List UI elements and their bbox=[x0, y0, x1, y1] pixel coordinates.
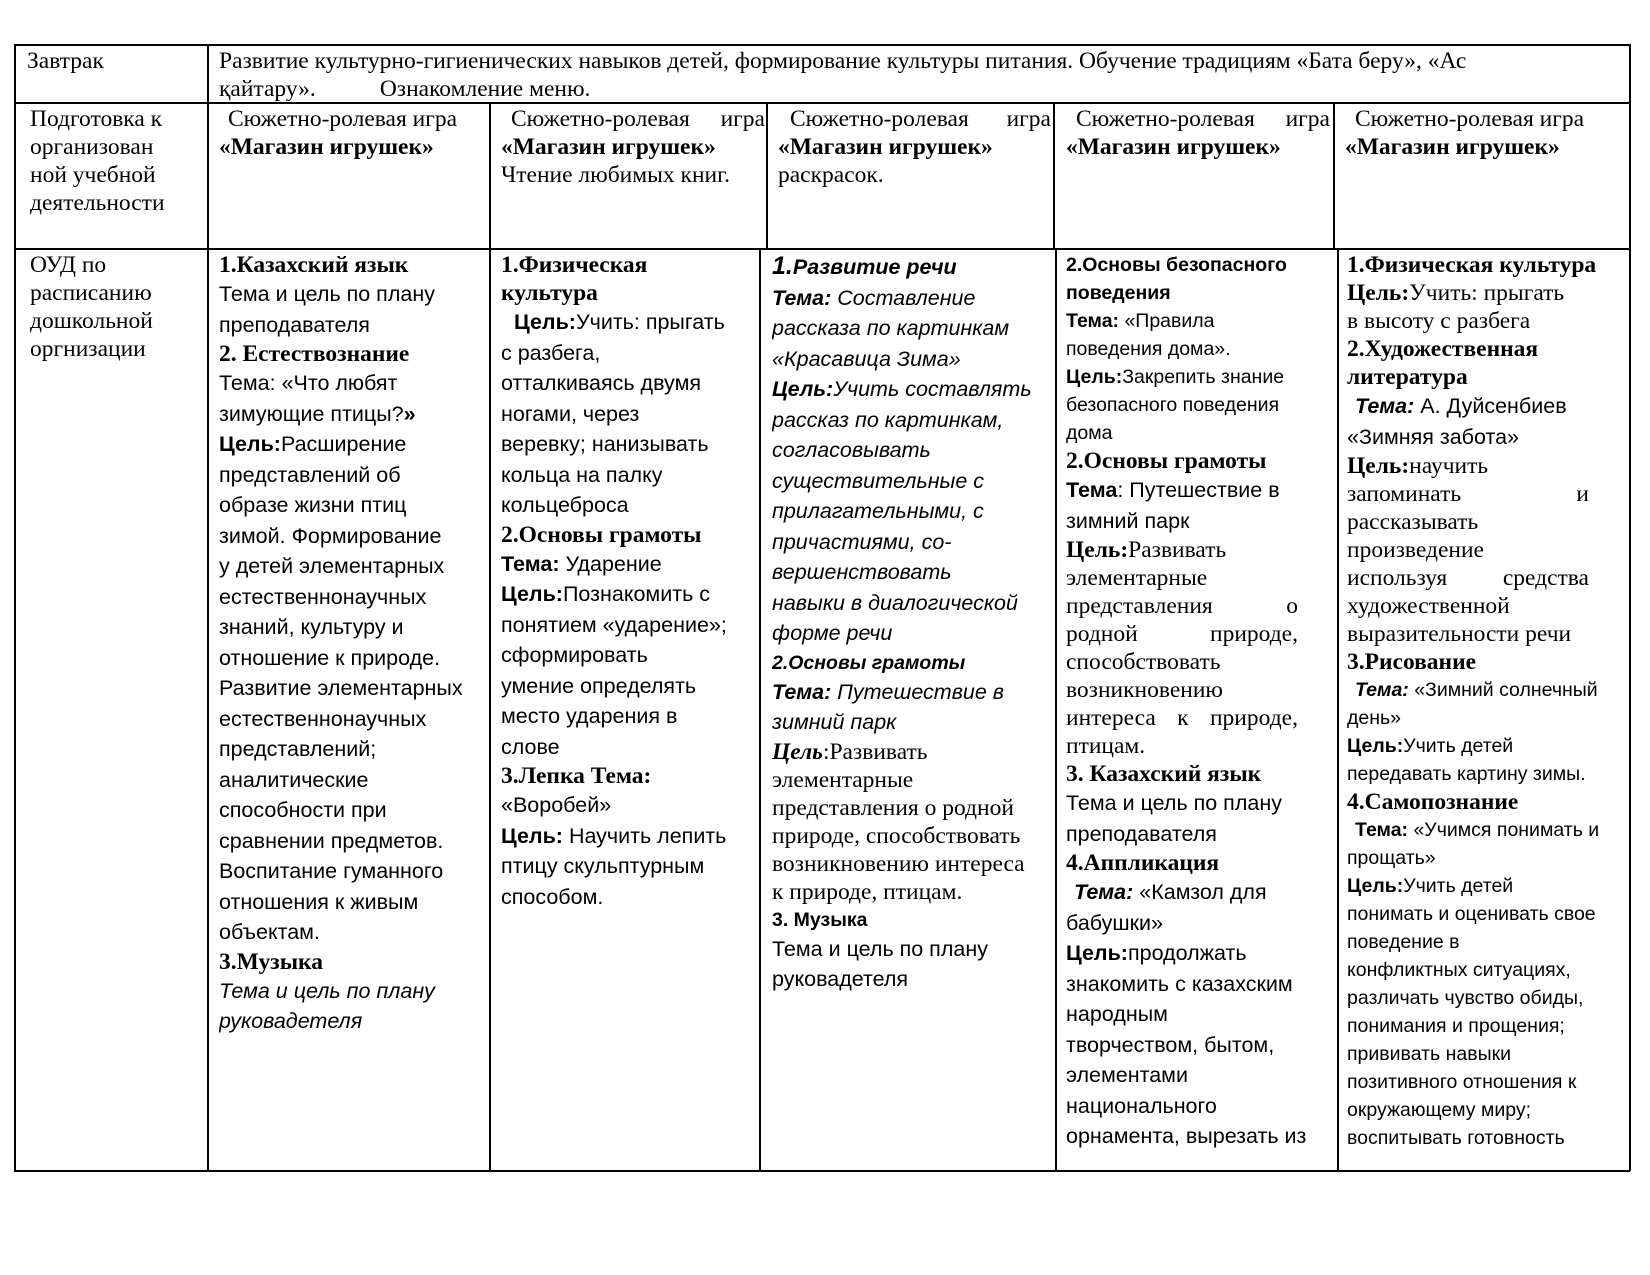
text-line: руковадетеля bbox=[772, 967, 909, 991]
table-border-bottom bbox=[14, 1170, 1630, 1172]
text-part: Составление bbox=[831, 285, 976, 310]
column-divider-3-upper bbox=[766, 102, 768, 248]
game-type-word: игра bbox=[720, 106, 765, 132]
prep-label-line: организован bbox=[30, 134, 154, 160]
subject-heading: 4.Самопознание bbox=[1347, 789, 1519, 815]
text-line bbox=[1066, 620, 1298, 648]
game-type-word: Сюжетно-ролевая bbox=[790, 106, 969, 132]
row-divider-2 bbox=[14, 248, 1630, 250]
subject-heading: 3. Казахский язык bbox=[1066, 761, 1262, 787]
text-line: кольцеброса bbox=[501, 493, 629, 517]
text-line: руковадетеля bbox=[219, 1009, 363, 1033]
subject-heading: 2.Основы грамоты bbox=[1066, 448, 1267, 474]
goal-label: Цель: bbox=[1347, 280, 1410, 306]
text-line: национального bbox=[1066, 1093, 1217, 1118]
column-divider-5-upper bbox=[1333, 102, 1335, 248]
topic-label: Тема: bbox=[1074, 880, 1134, 904]
prep-label-cell bbox=[30, 105, 205, 217]
game-type bbox=[501, 105, 765, 133]
text-line bbox=[772, 738, 1053, 766]
text-line: объектам. bbox=[219, 920, 320, 944]
text-line: с разбега, bbox=[501, 340, 601, 365]
game-type: Сюжетно-ролевая игра bbox=[1355, 106, 1585, 132]
text-line bbox=[501, 821, 757, 852]
text-part: зимующие птицы? bbox=[219, 401, 404, 426]
oud-label-cell bbox=[30, 251, 205, 363]
text-line: естественнонаучных bbox=[219, 584, 427, 609]
goal-label: Цель bbox=[772, 738, 823, 765]
game-name: «Магазин игрушек» bbox=[778, 134, 993, 160]
text-part: Учить детей bbox=[1403, 735, 1514, 757]
text-line bbox=[1066, 363, 1331, 391]
text-line: «Зимняя забота» bbox=[1347, 424, 1519, 449]
text-line: у детей элементарных bbox=[219, 554, 445, 578]
text-line bbox=[1347, 676, 1627, 704]
oud-cell-4 bbox=[1066, 251, 1331, 1167]
text-word: средства bbox=[1502, 565, 1589, 591]
subject-heading: 2. Естествознание bbox=[219, 341, 410, 367]
text-line: художественной bbox=[1347, 593, 1510, 619]
topic-label: Тема: bbox=[772, 679, 832, 704]
text-line: представлений; bbox=[219, 737, 377, 761]
text-part: Учить: прыгать bbox=[575, 310, 725, 334]
text-word: запоминать bbox=[1347, 481, 1462, 507]
breakfast-label-cell bbox=[27, 47, 202, 75]
text-part: Путешествие в bbox=[831, 679, 1005, 704]
text-line: зимний парк bbox=[1066, 508, 1190, 533]
oud-cell-3 bbox=[772, 251, 1053, 1167]
text-line: ногами, через bbox=[501, 401, 640, 426]
text-line: различать чувство обиды, bbox=[1347, 987, 1584, 1009]
subject-heading bbox=[772, 251, 1053, 283]
text-line: преподавателя bbox=[1066, 821, 1217, 846]
goal-label: Цель: bbox=[1066, 941, 1128, 965]
goal-label: Цель: bbox=[1347, 453, 1410, 479]
text-line bbox=[1066, 877, 1331, 908]
text-line: Тема и цель по плану bbox=[219, 282, 435, 306]
text-line: «Воробей» bbox=[501, 793, 612, 817]
goal-label: Цель: bbox=[501, 582, 563, 606]
oud-label-line: дошкольной bbox=[30, 308, 153, 334]
text-line: выразительности речи bbox=[1347, 621, 1572, 647]
text-line bbox=[1347, 816, 1627, 844]
goal-label: Цель: bbox=[1347, 735, 1404, 757]
text-line: понимать и оценивать свое bbox=[1347, 903, 1596, 925]
text-line: Тема и цель по плану bbox=[219, 978, 435, 1003]
text-line bbox=[1066, 307, 1331, 335]
column-divider-2-lower bbox=[489, 248, 491, 1170]
text-part: Познакомить с bbox=[562, 582, 710, 606]
breakfast-text-part: Ознакомление меню. bbox=[379, 76, 591, 102]
text-line: знакомить с казахским bbox=[1066, 971, 1293, 996]
text-part: Учить: прыгать bbox=[1409, 280, 1565, 306]
subject-heading: 2.Художественная bbox=[1347, 336, 1539, 362]
oud-label-line: оргнизации bbox=[30, 336, 146, 362]
text-line: рассказа по картинкам bbox=[772, 316, 1010, 340]
game-type-word: Сюжетно-ролевая bbox=[511, 106, 690, 132]
column-divider-4-upper bbox=[1053, 102, 1055, 248]
subject-heading: 4.Аппликация bbox=[1066, 850, 1220, 876]
text-word: природе, bbox=[1209, 705, 1298, 731]
goal-label: Цель: bbox=[501, 823, 563, 848]
text-line bbox=[1066, 592, 1298, 620]
text-line: естественнонаучных bbox=[219, 706, 427, 731]
text-part: Ударение bbox=[559, 551, 662, 576]
subject-heading: литература bbox=[1347, 364, 1468, 390]
text-line: Воспитание гуманного bbox=[219, 859, 444, 883]
text-line: понятием «ударение»; bbox=[501, 612, 727, 637]
text-part: «Зимний солнечный bbox=[1408, 679, 1598, 701]
text-line: возникновению интереса bbox=[772, 850, 1025, 877]
text-part: » bbox=[403, 401, 416, 426]
game-name: «Магазин игрушек» bbox=[1345, 134, 1560, 160]
oud-label-line: ОУД по bbox=[30, 252, 107, 278]
text-line: сравнении предметов. bbox=[219, 828, 444, 853]
text-word: природе, bbox=[1210, 621, 1298, 647]
prep-label-line: ной учебной bbox=[30, 162, 156, 188]
text-word: используя bbox=[1347, 565, 1448, 591]
text-line: представлений об bbox=[219, 462, 401, 487]
text-line: аналитические bbox=[219, 767, 369, 792]
text-part: научить bbox=[1409, 453, 1489, 479]
text-line: существительные с bbox=[772, 468, 985, 493]
text-line: конфликтных ситуациях, bbox=[1347, 959, 1571, 981]
text-line: произведение bbox=[1347, 537, 1484, 563]
goal-label: Цель: bbox=[514, 310, 576, 334]
subject-heading: культура bbox=[501, 280, 598, 306]
text-line bbox=[1347, 564, 1589, 592]
text-line: способности при bbox=[219, 798, 387, 822]
text-line: способом. bbox=[501, 884, 604, 909]
text-word: и bbox=[1576, 481, 1589, 507]
text-line: Развитие элементарных bbox=[219, 676, 463, 700]
game-type-word: игра bbox=[1285, 106, 1330, 132]
text-line: отношение к природе. bbox=[219, 645, 441, 670]
prep-cell-4 bbox=[1066, 105, 1330, 161]
breakfast-label: Завтрак bbox=[27, 48, 104, 74]
text-part: Научить лепить bbox=[562, 823, 727, 848]
prep-extra-text: раскрасок. bbox=[778, 162, 884, 188]
prep-label-line: деятельности bbox=[30, 190, 165, 216]
text-line: безопасного поведения bbox=[1066, 394, 1280, 416]
topic-label: Тема bbox=[1066, 478, 1118, 502]
text-line: преподавателя bbox=[219, 312, 370, 337]
goal-label: Цель: bbox=[1347, 875, 1404, 897]
game-name: «Магазин игрушек» bbox=[1066, 134, 1281, 160]
text-part: Закрепить знание bbox=[1122, 366, 1285, 388]
text-line bbox=[1347, 732, 1627, 760]
text-line: позитивного отношения к bbox=[1347, 1071, 1577, 1093]
text-part: «Камзол для bbox=[1133, 880, 1267, 904]
breakfast-text-cell bbox=[219, 47, 1624, 103]
table-border-top bbox=[14, 44, 1630, 46]
prep-cell-2 bbox=[501, 105, 765, 189]
subject-heading: 1.Физическая bbox=[501, 252, 648, 278]
text-part: Учить составлять bbox=[833, 377, 1032, 401]
text-line: зимой. Формирование bbox=[219, 523, 442, 548]
subject-heading: 3.Рисование bbox=[1347, 649, 1477, 675]
column-divider-2-upper bbox=[489, 102, 491, 248]
subject-heading: 3. Музыка bbox=[772, 908, 868, 931]
game-name: «Магазин игрушек» bbox=[219, 134, 434, 160]
text-part: «Учимся понимать и bbox=[1408, 819, 1600, 841]
text-line bbox=[501, 307, 757, 338]
text-part: А. Дуйсенбиев bbox=[1414, 394, 1567, 418]
text-line bbox=[1347, 480, 1589, 508]
text-line bbox=[1066, 938, 1331, 969]
column-divider-3-lower bbox=[759, 248, 761, 1170]
text-line bbox=[1066, 704, 1298, 732]
text-line: птицам. bbox=[1066, 733, 1146, 759]
text-line: веревку; нанизывать bbox=[501, 432, 709, 456]
topic-label: Тема: bbox=[501, 551, 560, 576]
subject-heading: 2.Основы безопасного bbox=[1066, 254, 1287, 276]
text-part: Учить детей bbox=[1403, 875, 1514, 897]
topic-label: Тема: bbox=[772, 285, 832, 310]
game-type-word: Сюжетно-ролевая bbox=[1076, 106, 1255, 132]
text-line bbox=[1066, 475, 1331, 506]
text-line: слове bbox=[501, 734, 560, 759]
text-line bbox=[219, 399, 487, 430]
game-type-word: игра bbox=[1006, 106, 1051, 132]
topic-label: Тема: bbox=[1355, 679, 1409, 701]
subject-heading: 3.Музыка bbox=[219, 948, 323, 975]
text-line bbox=[501, 549, 757, 580]
column-divider-4-lower bbox=[1055, 248, 1057, 1170]
text-line: знаний, культуру и bbox=[219, 615, 404, 639]
text-line: элементарные bbox=[1066, 565, 1208, 591]
text-line: бабушки» bbox=[1066, 910, 1163, 935]
text-line: воспитывать готовность bbox=[1347, 1127, 1565, 1149]
text-line bbox=[1347, 279, 1627, 307]
topic-label: Тема: bbox=[1066, 310, 1120, 332]
table-border-right bbox=[1629, 44, 1631, 1171]
text-line bbox=[501, 579, 757, 610]
game-name: «Магазин игрушек» bbox=[501, 134, 716, 160]
subject-heading: 1.Казахский язык bbox=[219, 252, 409, 278]
game-type bbox=[1066, 105, 1330, 133]
subject-heading: 2.Основы грамоты bbox=[772, 651, 966, 674]
column-divider-5-lower bbox=[1337, 248, 1339, 1170]
prep-cell-3 bbox=[778, 105, 1051, 189]
text-line: прощать» bbox=[1347, 847, 1436, 869]
text-line: прививать навыки bbox=[1347, 1043, 1512, 1065]
text-line bbox=[772, 283, 1053, 314]
text-line: причастиями, со- bbox=[772, 529, 952, 554]
text-line: творчеством, бытом, bbox=[1066, 1032, 1275, 1057]
text-part: «Правила bbox=[1119, 310, 1215, 332]
text-line bbox=[1347, 872, 1627, 900]
subject-heading: 1.Физическая культура bbox=[1347, 252, 1597, 278]
text-line: поведение в bbox=[1347, 931, 1460, 953]
subject-title: Развитие речи bbox=[792, 255, 957, 279]
game-type bbox=[778, 105, 1051, 133]
text-line bbox=[772, 374, 1053, 405]
text-line: элементарные bbox=[772, 766, 914, 793]
text-word: родной bbox=[1066, 621, 1138, 647]
text-line: в высоту с разбега bbox=[1347, 308, 1531, 334]
text-line: зимний парк bbox=[772, 710, 897, 734]
text-line bbox=[1066, 536, 1331, 564]
text-line bbox=[219, 429, 487, 460]
subject-heading: поведения bbox=[1066, 282, 1171, 304]
text-line: к природе, птицам. bbox=[772, 878, 963, 905]
text-line: природе, способствовать bbox=[772, 822, 1021, 849]
topic-label: Тема: bbox=[1355, 394, 1415, 418]
text-line: «Красавица Зима» bbox=[772, 346, 961, 371]
prep-cell-5 bbox=[1345, 105, 1625, 161]
text-line: умение определять bbox=[501, 673, 697, 698]
table-border-left bbox=[14, 44, 16, 1171]
text-line: рассказ по картинкам, bbox=[772, 407, 1004, 432]
subject-number: 1. bbox=[772, 252, 793, 280]
text-word: о bbox=[1286, 593, 1298, 619]
text-line: день» bbox=[1347, 707, 1401, 729]
text-line: Тема: «Что любят bbox=[219, 371, 398, 395]
oud-label-line: расписанию bbox=[30, 280, 152, 306]
text-line: согласовывать bbox=[772, 438, 931, 462]
breakfast-text-line bbox=[219, 75, 1624, 103]
text-line: окружающему миру; bbox=[1347, 1099, 1532, 1121]
text-part: Расширение bbox=[280, 432, 407, 456]
text-line: форме речи bbox=[772, 621, 893, 645]
text-word: интереса bbox=[1066, 705, 1156, 731]
text-line: способствовать bbox=[1066, 649, 1221, 675]
subject-heading: 2.Основы грамоты bbox=[501, 521, 702, 548]
text-part: продолжать bbox=[1127, 941, 1247, 965]
text-line: рассказывать bbox=[1347, 509, 1479, 535]
column-divider-label bbox=[207, 44, 209, 1171]
text-line: птицу скульптурным bbox=[501, 854, 705, 878]
prep-label-line: Подготовка к bbox=[30, 106, 163, 132]
text-line: отталкиваясь двумя bbox=[501, 371, 701, 395]
text-line: место ударения в bbox=[501, 704, 678, 728]
text-line bbox=[1347, 391, 1627, 422]
text-word: представления bbox=[1066, 593, 1213, 619]
text-line: Тема и цель по плану bbox=[772, 936, 988, 961]
text-line: образе жизни птиц bbox=[219, 493, 407, 517]
text-line: представления о родной bbox=[772, 794, 1014, 821]
game-type: Сюжетно-ролевая игра bbox=[228, 106, 458, 132]
text-line: элементами bbox=[1066, 1063, 1188, 1087]
goal-label: Цель: bbox=[219, 432, 281, 456]
prep-extra-text: Чтение любимых книг. bbox=[501, 162, 730, 188]
text-line: народным bbox=[1066, 1002, 1168, 1026]
text-line: сформировать bbox=[501, 643, 648, 667]
goal-label: Цель: bbox=[1066, 366, 1123, 388]
text-line: Тема и цель по плану bbox=[1066, 791, 1282, 815]
text-line: вершенствовать bbox=[772, 560, 952, 584]
oud-cell-1 bbox=[219, 251, 487, 1167]
oud-cell-2 bbox=[501, 251, 757, 1167]
goal-label: Цель: bbox=[772, 377, 834, 401]
text-line: кольца на палку bbox=[501, 462, 663, 487]
text-part: :Развивать bbox=[822, 738, 928, 765]
subject-heading: 3.Лепка Тема: bbox=[501, 763, 652, 789]
goal-label: Цель: bbox=[1066, 537, 1129, 563]
text-line: отношения к живым bbox=[219, 889, 419, 914]
prep-cell-1 bbox=[219, 105, 481, 161]
text-line: понимания и прощения; bbox=[1347, 1015, 1565, 1037]
text-line: передавать картину зимы. bbox=[1347, 763, 1586, 785]
text-word: к bbox=[1177, 705, 1189, 731]
text-line: поведения дома». bbox=[1066, 338, 1231, 360]
text-line: навыки в диалогической bbox=[772, 590, 1018, 615]
text-line: прилагательными, с bbox=[772, 499, 984, 523]
oud-cell-5 bbox=[1347, 251, 1627, 1167]
text-line bbox=[1347, 452, 1627, 480]
text-part: : Путешествие в bbox=[1117, 478, 1280, 502]
text-line: орнамента, вырезать из bbox=[1066, 1124, 1307, 1148]
breakfast-text-line: Развитие культурно-гигиенических навыков детей, формирование культуры питания. Обучение традициям «Бата беру», «Ас bbox=[219, 48, 1467, 74]
topic-label: Тема: bbox=[1355, 819, 1409, 841]
breakfast-text-part: қайтару». bbox=[219, 76, 316, 102]
text-line: возникновению bbox=[1066, 677, 1223, 703]
text-line: дома bbox=[1066, 422, 1113, 444]
text-part: Развивать bbox=[1128, 537, 1227, 563]
text-line bbox=[772, 677, 1053, 708]
